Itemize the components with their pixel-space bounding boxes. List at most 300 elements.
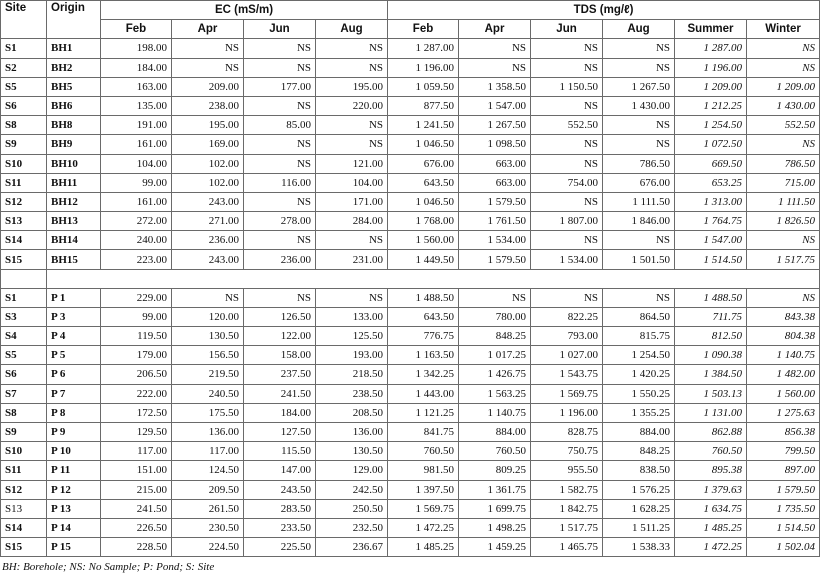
tds-value-cell: NS [531, 231, 603, 250]
tds-value-cell: 1 582.75 [531, 480, 603, 499]
table-row [1, 135, 820, 154]
tds-value-cell: 1 342.25 [388, 365, 459, 384]
ec-value-cell: 193.00 [316, 346, 388, 365]
tds-value-cell: NS [603, 135, 675, 154]
tds-value-cell: 1 807.00 [531, 212, 603, 231]
origin-cell: P 15 [47, 538, 101, 557]
tds-value-cell: 884.00 [603, 422, 675, 441]
ec-value-cell: 136.00 [316, 422, 388, 441]
tds-value-cell: 552.50 [531, 116, 603, 135]
site-cell: S11 [1, 461, 47, 480]
tds-value-cell: 1 426.75 [459, 365, 531, 384]
tds-value-cell: 838.50 [603, 461, 675, 480]
tds-value-cell: 841.75 [388, 422, 459, 441]
ec-value-cell: NS [316, 39, 388, 58]
site-cell: S8 [1, 116, 47, 135]
tds-value-cell: 1 560.00 [388, 231, 459, 250]
origin-cell: P 10 [47, 442, 101, 461]
site-cell: S9 [1, 135, 47, 154]
ec-value-cell: 130.50 [172, 327, 244, 346]
origin-cell: P 14 [47, 518, 101, 537]
origin-cell: P 4 [47, 327, 101, 346]
ec-value-cell: 158.00 [244, 346, 316, 365]
origin-cell: BH9 [47, 135, 101, 154]
tds-value-cell: 754.00 [531, 173, 603, 192]
tds-season-cell: 1 517.75 [747, 250, 820, 269]
ec-value-cell: 117.00 [172, 442, 244, 461]
tds-season-cell: 1 514.50 [675, 250, 747, 269]
tds-value-cell: 1 534.00 [459, 231, 531, 250]
ec-value-cell: 283.50 [244, 499, 316, 518]
table-row [1, 365, 820, 384]
tds-season-cell: 786.50 [747, 154, 820, 173]
origin-cell: BH6 [47, 96, 101, 115]
tds-season-cell: 552.50 [747, 116, 820, 135]
table-row [1, 538, 820, 557]
ec-value-cell: 218.50 [316, 365, 388, 384]
tds-season-cell: 1 131.00 [675, 403, 747, 422]
origin-cell: BH5 [47, 77, 101, 96]
tds-value-cell: 1 397.50 [388, 480, 459, 499]
ec-value-cell: 99.00 [101, 173, 172, 192]
table-row [1, 212, 820, 231]
table-row [1, 307, 820, 326]
tds-value-cell: 1 358.50 [459, 77, 531, 96]
tds-value-cell: 760.50 [459, 442, 531, 461]
ec-month-header: Apr [172, 20, 244, 39]
ec-value-cell: 121.00 [316, 154, 388, 173]
table-row [1, 442, 820, 461]
ec-value-cell: 215.00 [101, 480, 172, 499]
ec-value-cell: 278.00 [244, 212, 316, 231]
tds-group-header: TDS (mg/ℓ) [388, 1, 820, 20]
ec-value-cell: 172.50 [101, 403, 172, 422]
ec-month-header: Feb [101, 20, 172, 39]
tds-value-cell: NS [531, 39, 603, 58]
ec-value-cell: 102.00 [172, 173, 244, 192]
table-row [1, 192, 820, 211]
tds-value-cell: 981.50 [388, 461, 459, 480]
origin-cell: BH13 [47, 212, 101, 231]
tds-value-cell: NS [603, 58, 675, 77]
table-row [1, 346, 820, 365]
ec-month-header: Jun [244, 20, 316, 39]
ec-value-cell: 126.50 [244, 307, 316, 326]
ec-value-cell: 191.00 [101, 116, 172, 135]
tds-column-header: Summer [675, 20, 747, 39]
ec-value-cell: 236.67 [316, 538, 388, 557]
ec-value-cell: 151.00 [101, 461, 172, 480]
ec-value-cell: 179.00 [101, 346, 172, 365]
tds-season-cell: 1 254.50 [675, 116, 747, 135]
origin-cell: P 13 [47, 499, 101, 518]
site-cell: S15 [1, 250, 47, 269]
tds-season-cell: 669.50 [675, 154, 747, 173]
ec-value-cell: 243.00 [172, 192, 244, 211]
tds-season-cell: 1 826.50 [747, 212, 820, 231]
tds-season-cell: NS [747, 135, 820, 154]
origin-cell: P 12 [47, 480, 101, 499]
tds-value-cell: 1 498.25 [459, 518, 531, 537]
ec-value-cell: 240.50 [172, 384, 244, 403]
tds-column-header: Feb [388, 20, 459, 39]
ec-value-cell: NS [172, 39, 244, 58]
site-cell: S12 [1, 480, 47, 499]
ec-value-cell: 225.50 [244, 538, 316, 557]
site-cell: S10 [1, 154, 47, 173]
origin-cell: P 3 [47, 307, 101, 326]
origin-cell: P 1 [47, 288, 101, 307]
tds-value-cell: 643.50 [388, 307, 459, 326]
table-row [1, 403, 820, 422]
ec-value-cell: NS [244, 231, 316, 250]
ec-value-cell: 130.50 [316, 442, 388, 461]
ec-value-cell: 243.50 [244, 480, 316, 499]
tds-season-cell: 1 209.00 [747, 77, 820, 96]
origin-cell: BH15 [47, 250, 101, 269]
tds-value-cell: 815.75 [603, 327, 675, 346]
ec-value-cell: 240.00 [101, 231, 172, 250]
ec-value-cell: 241.50 [101, 499, 172, 518]
table-row [1, 96, 820, 115]
tds-season-cell: NS [747, 58, 820, 77]
tds-season-cell: 1 196.00 [675, 58, 747, 77]
tds-value-cell: NS [603, 288, 675, 307]
separator-cell [1, 269, 47, 288]
tds-value-cell: 780.00 [459, 307, 531, 326]
ec-value-cell: 125.50 [316, 327, 388, 346]
tds-value-cell: 1 163.50 [388, 346, 459, 365]
ec-value-cell: 284.00 [316, 212, 388, 231]
ec-value-cell: 209.00 [172, 77, 244, 96]
tds-value-cell: 1 098.50 [459, 135, 531, 154]
tds-value-cell: 663.00 [459, 154, 531, 173]
ec-value-cell: 85.00 [244, 116, 316, 135]
tds-value-cell: 1 563.25 [459, 384, 531, 403]
site-cell: S14 [1, 231, 47, 250]
ec-value-cell: 163.00 [101, 77, 172, 96]
tds-value-cell: 955.50 [531, 461, 603, 480]
site-cell: S3 [1, 307, 47, 326]
tds-season-cell: 862.88 [675, 422, 747, 441]
ec-value-cell: 117.00 [101, 442, 172, 461]
tds-season-cell: 1 140.75 [747, 346, 820, 365]
ec-value-cell: 129.50 [101, 422, 172, 441]
tds-value-cell: 1 569.75 [531, 384, 603, 403]
tds-value-cell: 1 761.50 [459, 212, 531, 231]
origin-cell: P 7 [47, 384, 101, 403]
tds-value-cell: 760.50 [388, 442, 459, 461]
table-footnote: BH: Borehole; NS: No Sample; P: Pond; S: Site [2, 561, 215, 574]
site-cell: S8 [1, 403, 47, 422]
ec-value-cell: NS [316, 58, 388, 77]
tds-value-cell: 793.00 [531, 327, 603, 346]
ec-value-cell: 238.00 [172, 96, 244, 115]
table-row [1, 480, 820, 499]
tds-value-cell: 1 449.50 [388, 250, 459, 269]
tds-value-cell: 1 550.25 [603, 384, 675, 403]
tds-value-cell: 1 517.75 [531, 518, 603, 537]
tds-column-header: Winter [747, 20, 820, 39]
tds-value-cell: 1 196.00 [531, 403, 603, 422]
tds-value-cell: 676.00 [388, 154, 459, 173]
ec-value-cell: 238.50 [316, 384, 388, 403]
tds-value-cell: 1 196.00 [388, 58, 459, 77]
ec-value-cell: 224.50 [172, 538, 244, 557]
ec-value-cell: 272.00 [101, 212, 172, 231]
ec-value-cell: 104.00 [101, 154, 172, 173]
tds-value-cell: 1 543.75 [531, 365, 603, 384]
tds-season-cell: 1 634.75 [675, 499, 747, 518]
tds-season-cell: 760.50 [675, 442, 747, 461]
site-cell: S4 [1, 327, 47, 346]
tds-value-cell: 1 846.00 [603, 212, 675, 231]
ec-value-cell: 243.00 [172, 250, 244, 269]
origin-cell: BH2 [47, 58, 101, 77]
ec-group-header: EC (mS/m) [101, 1, 388, 20]
site-cell: S12 [1, 192, 47, 211]
tds-season-cell: 1 313.00 [675, 192, 747, 211]
tds-season-cell: 1 547.00 [675, 231, 747, 250]
site-cell: S1 [1, 39, 47, 58]
ec-value-cell: 133.00 [316, 307, 388, 326]
ec-value-cell: 233.50 [244, 518, 316, 537]
tds-season-cell: NS [747, 231, 820, 250]
ec-value-cell: 102.00 [172, 154, 244, 173]
ec-value-cell: NS [244, 39, 316, 58]
ec-value-cell: 120.00 [172, 307, 244, 326]
ec-value-cell: 228.50 [101, 538, 172, 557]
tds-value-cell: 1 579.50 [459, 192, 531, 211]
site-cell: S9 [1, 422, 47, 441]
ec-value-cell: 129.00 [316, 461, 388, 480]
ec-value-cell: 104.00 [316, 173, 388, 192]
ec-value-cell: 195.00 [172, 116, 244, 135]
ec-value-cell: 135.00 [101, 96, 172, 115]
tds-value-cell: 776.75 [388, 327, 459, 346]
tds-value-cell: 1 027.00 [531, 346, 603, 365]
tds-season-cell: 812.50 [675, 327, 747, 346]
tds-value-cell: NS [531, 192, 603, 211]
tds-value-cell: 1 361.75 [459, 480, 531, 499]
table-row [1, 231, 820, 250]
ec-value-cell: 195.00 [316, 77, 388, 96]
ec-value-cell: 237.50 [244, 365, 316, 384]
tds-value-cell: 1 059.50 [388, 77, 459, 96]
ec-value-cell: NS [316, 288, 388, 307]
tds-value-cell: 1 430.00 [603, 96, 675, 115]
tds-column-header: Apr [459, 20, 531, 39]
tds-value-cell: 1 699.75 [459, 499, 531, 518]
tds-value-cell: 1 111.50 [603, 192, 675, 211]
site-cell: S14 [1, 518, 47, 537]
tds-season-cell: 1 209.00 [675, 77, 747, 96]
site-column-header: Site [1, 1, 47, 39]
tds-season-cell: 843.38 [747, 307, 820, 326]
ec-value-cell: 271.00 [172, 212, 244, 231]
tds-value-cell: 1 121.25 [388, 403, 459, 422]
tds-value-cell: NS [459, 39, 531, 58]
tds-value-cell: NS [531, 58, 603, 77]
tds-value-cell: NS [531, 96, 603, 115]
tds-value-cell: 1 046.50 [388, 135, 459, 154]
ec-value-cell: 136.00 [172, 422, 244, 441]
ec-value-cell: NS [244, 96, 316, 115]
origin-cell: BH14 [47, 231, 101, 250]
tds-season-cell: 1 287.00 [675, 39, 747, 58]
tds-value-cell: 1 140.75 [459, 403, 531, 422]
site-cell: S2 [1, 58, 47, 77]
ec-value-cell: 222.00 [101, 384, 172, 403]
ec-value-cell: NS [172, 288, 244, 307]
tds-value-cell: 1 547.00 [459, 96, 531, 115]
table-row [1, 58, 820, 77]
ec-value-cell: NS [244, 58, 316, 77]
tds-value-cell: 1 569.75 [388, 499, 459, 518]
ec-value-cell: 122.00 [244, 327, 316, 346]
tds-value-cell: 1 465.75 [531, 538, 603, 557]
tds-season-cell: 1 764.75 [675, 212, 747, 231]
tds-value-cell: 809.25 [459, 461, 531, 480]
ec-value-cell: 219.50 [172, 365, 244, 384]
tds-season-cell: 1 072.50 [675, 135, 747, 154]
ec-month-header: Aug [316, 20, 388, 39]
ec-value-cell: NS [244, 192, 316, 211]
ec-value-cell: 119.50 [101, 327, 172, 346]
table-row [1, 518, 820, 537]
tds-value-cell: 1 241.50 [388, 116, 459, 135]
site-cell: S5 [1, 77, 47, 96]
table-row [1, 250, 820, 269]
site-cell: S5 [1, 346, 47, 365]
tds-value-cell: 848.25 [459, 327, 531, 346]
ec-value-cell: NS [316, 135, 388, 154]
tds-season-cell: 804.38 [747, 327, 820, 346]
table-row [1, 116, 820, 135]
tds-value-cell: NS [459, 288, 531, 307]
origin-cell: BH11 [47, 173, 101, 192]
tds-value-cell: 1 768.00 [388, 212, 459, 231]
ec-value-cell: 261.50 [172, 499, 244, 518]
table-row [1, 327, 820, 346]
tds-value-cell: NS [531, 288, 603, 307]
ec-value-cell: 229.00 [101, 288, 172, 307]
tds-season-cell: 1 502.04 [747, 538, 820, 557]
tds-season-cell: 1 472.25 [675, 538, 747, 557]
tds-value-cell: 1 459.25 [459, 538, 531, 557]
tds-season-cell: 653.25 [675, 173, 747, 192]
tds-value-cell: 1 287.00 [388, 39, 459, 58]
ec-value-cell: 161.00 [101, 135, 172, 154]
tds-value-cell: 1 267.50 [459, 116, 531, 135]
tds-value-cell: 1 628.25 [603, 499, 675, 518]
tds-season-cell: 1 482.00 [747, 365, 820, 384]
tds-value-cell: 1 485.25 [388, 538, 459, 557]
ec-value-cell: 250.50 [316, 499, 388, 518]
ec-value-cell: 223.00 [101, 250, 172, 269]
origin-cell: P 11 [47, 461, 101, 480]
table-row [1, 461, 820, 480]
table-header [1, 1, 820, 39]
table-row [1, 154, 820, 173]
origin-cell: BH8 [47, 116, 101, 135]
tds-value-cell: 1 254.50 [603, 346, 675, 365]
table-row [1, 173, 820, 192]
tds-value-cell: 848.25 [603, 442, 675, 461]
table-row [1, 384, 820, 403]
tds-value-cell: NS [459, 58, 531, 77]
tds-season-cell: NS [747, 39, 820, 58]
ec-value-cell: 209.50 [172, 480, 244, 499]
tds-value-cell: 1 511.25 [603, 518, 675, 537]
tds-season-cell: 1 514.50 [747, 518, 820, 537]
table-row [1, 39, 820, 58]
site-cell: S10 [1, 442, 47, 461]
origin-cell: P 9 [47, 422, 101, 441]
tds-value-cell: NS [603, 39, 675, 58]
ec-value-cell: 156.50 [172, 346, 244, 365]
ec-value-cell: NS [244, 135, 316, 154]
tds-value-cell: 1 501.50 [603, 250, 675, 269]
site-cell: S11 [1, 173, 47, 192]
tds-value-cell: 663.00 [459, 173, 531, 192]
tds-value-cell: NS [603, 116, 675, 135]
tds-value-cell: 1 267.50 [603, 77, 675, 96]
tds-value-cell: 1 842.75 [531, 499, 603, 518]
tds-value-cell: 1 576.25 [603, 480, 675, 499]
ec-value-cell: 208.50 [316, 403, 388, 422]
tds-value-cell: 822.25 [531, 307, 603, 326]
tds-value-cell: 884.00 [459, 422, 531, 441]
origin-cell: BH1 [47, 39, 101, 58]
site-cell: S6 [1, 96, 47, 115]
tds-value-cell: NS [603, 231, 675, 250]
site-cell: S13 [1, 212, 47, 231]
tds-season-cell: 1 488.50 [675, 288, 747, 307]
tds-value-cell: 1 488.50 [388, 288, 459, 307]
origin-cell: P 5 [47, 346, 101, 365]
ec-value-cell: 99.00 [101, 307, 172, 326]
ec-value-cell: 175.50 [172, 403, 244, 422]
origin-cell: P 6 [47, 365, 101, 384]
ec-value-cell: NS [316, 116, 388, 135]
tds-season-cell: NS [747, 288, 820, 307]
site-cell: S15 [1, 538, 47, 557]
tds-value-cell: 1 538.33 [603, 538, 675, 557]
tds-season-cell: 1 090.38 [675, 346, 747, 365]
tds-value-cell: 1 355.25 [603, 403, 675, 422]
table-body [1, 39, 820, 557]
ec-value-cell: 230.50 [172, 518, 244, 537]
tds-season-cell: 856.38 [747, 422, 820, 441]
tds-season-cell: 1 430.00 [747, 96, 820, 115]
tds-value-cell: NS [531, 154, 603, 173]
tds-value-cell: 750.75 [531, 442, 603, 461]
ec-value-cell: NS [244, 288, 316, 307]
tds-season-cell: 897.00 [747, 461, 820, 480]
tds-season-cell: 799.50 [747, 442, 820, 461]
ec-value-cell: 169.00 [172, 135, 244, 154]
header-row-groups [1, 1, 820, 20]
ec-value-cell: 177.00 [244, 77, 316, 96]
tds-value-cell: NS [531, 135, 603, 154]
ec-value-cell: 184.00 [244, 403, 316, 422]
table-row [1, 288, 820, 307]
tds-value-cell: 676.00 [603, 173, 675, 192]
ec-value-cell: 198.00 [101, 39, 172, 58]
tds-season-cell: 1 485.25 [675, 518, 747, 537]
tds-season-cell: 1 275.63 [747, 403, 820, 422]
